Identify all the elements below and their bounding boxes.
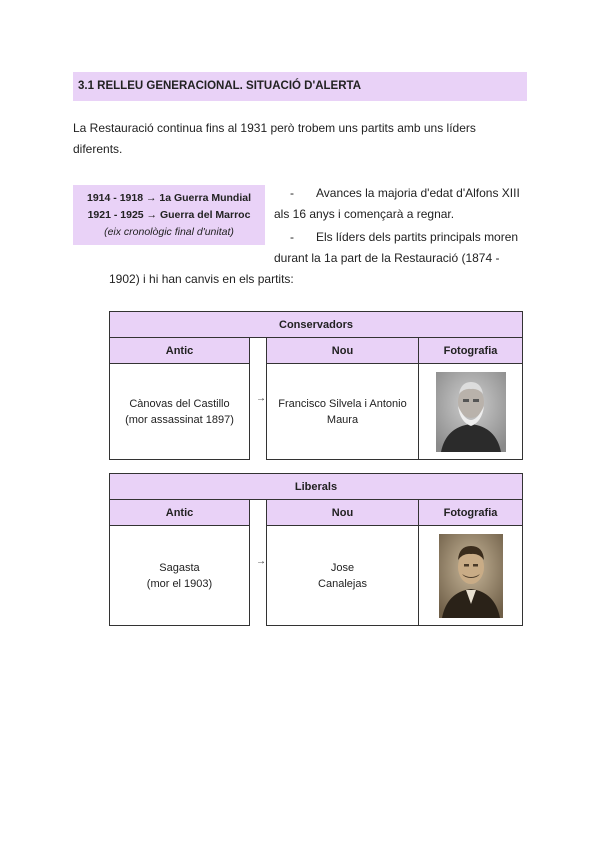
conservadors-nou-cell: Francisco Silvela i Antonio Maura <box>266 363 419 460</box>
bullet-dash: - <box>290 230 294 244</box>
bullet-2-line-2: durant la 1a part de la Restauració (1874 - <box>274 251 500 265</box>
conservadors-header-antic: Antic <box>109 337 250 364</box>
portrait-photo-icon <box>439 534 503 618</box>
liberals-title: Liberals <box>109 473 523 500</box>
conservadors-header-nou: Nou <box>266 337 419 364</box>
bullet-1-text: Avances la majoria d'edat d'Alfons XIII <box>316 186 520 200</box>
bullet-1-line-2: als 16 anys i començarà a regnar. <box>274 207 455 221</box>
timeline-line-1: 1914 - 1918 → 1a Guerra Mundial <box>87 192 251 204</box>
conservadors-antic-cell: Cànovas del Castillo (mor assassinat 1897) <box>109 363 250 460</box>
liberals-header-nou: Nou <box>266 499 419 526</box>
liberals-header-antic: Antic <box>109 499 250 526</box>
liberals-antic-cell: Sagasta (mor el 1903) <box>109 525 250 626</box>
liberals-nou-cell: Jose Canalejas <box>266 525 419 626</box>
bullet-1-line-1 <box>290 183 520 204</box>
intro-paragraph: La Restauració continua fins al 1931 però trobem uns partits amb uns líders diferents. <box>73 121 476 156</box>
arrow-icon: → <box>256 556 266 567</box>
timeline-note: (eix cronològic final d'unitat) <box>104 226 234 238</box>
bullet-2-line-1 <box>290 227 518 248</box>
conservadors-title: Conservadors <box>109 311 523 338</box>
timeline-box <box>73 185 265 245</box>
portrait-photo-icon <box>436 372 506 452</box>
arrow-icon: → <box>256 393 266 404</box>
bullet-2-line-3: 1902) i hi han canvis en els partits: <box>109 272 294 286</box>
timeline-line-2: 1921 - 1925 → Guerra del Marroc <box>87 209 251 221</box>
liberals-header-foto: Fotografia <box>418 499 523 526</box>
bullet-2-text: Els líders dels partits principals moren <box>316 230 519 244</box>
conservadors-header-foto: Fotografia <box>418 337 523 364</box>
conservadors-foto-cell <box>418 363 523 460</box>
section-heading: 3.1 RELLEU GENERACIONAL. SITUACIÓ D'ALERTA <box>73 72 527 101</box>
liberals-foto-cell <box>418 525 523 626</box>
bullet-dash: - <box>290 186 294 200</box>
